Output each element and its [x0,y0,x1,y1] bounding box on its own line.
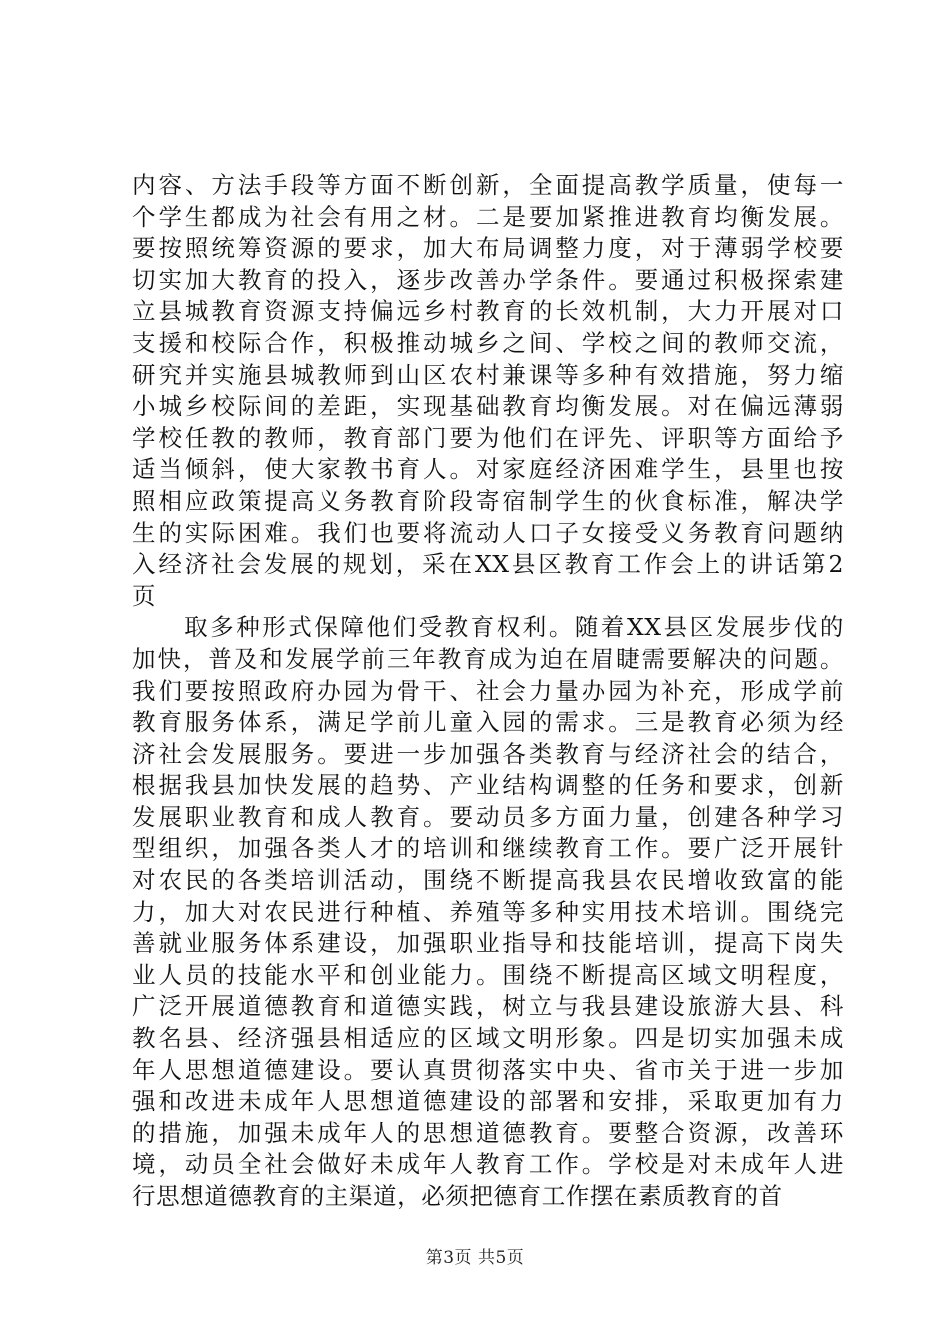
text-line: 支援和校际合作，积极推动城乡之间、学校之间的教师交流， [132,328,844,357]
text-line: 境，动员全社会做好未成年人教育工作。学校是对未成年人进 [132,1150,844,1179]
text-line: 教名县、经济强县相适应的区域文明形象。四是切实加强未成 [132,1024,844,1053]
text-line: 生的实际困难。我们也要将流动人口子女接受义务教育问题纳 [132,518,844,547]
text-line: 适当倾斜，使大家教书育人。对家庭经济困难学生，县里也按 [132,455,844,484]
text-line: 页 [132,581,157,610]
page-footer: 第3页 共5页 [425,1248,525,1268]
text-line: 发展职业教育和成人教育。要动员多方面力量，创建各种学习 [132,802,844,831]
text-line: 济社会发展服务。要进一步加强各类教育与经济社会的结合， [132,739,844,768]
text-line: 业人员的技能水平和创业能力。围绕不断提高区域文明程度， [132,960,844,989]
text-line: 内容、方法手段等方面不断创新，全面提高教学质量，使每一 [132,171,844,199]
text-line: 小城乡校际间的差距，实现基础教育均衡发展。对在偏远薄弱 [132,392,844,421]
paragraph [132,612,844,1212]
text-line: 年人思想道德建设。要认真贯彻落实中央、省市关于进一步加 [132,1055,844,1084]
text-line: 照相应政策提高义务教育阶段寄宿制学生的伙食标准，解决学 [132,486,844,515]
text-line: 的措施，加强未成年人的思想道德教育。要整合资源，改善环 [132,1118,844,1147]
text-line: 善就业服务体系建设，加强职业指导和技能培训，提高下岗失 [132,929,844,958]
text-line: 强和改进未成年人思想道德建设的部署和安排，采取更加有力 [132,1087,844,1116]
text-line: 学校任教的教师，教育部门要为他们在评先、评职等方面给予 [132,423,844,452]
text-line: 行思想道德教育的主渠道，必须把德育工作摆在素质教育的首 [132,1182,783,1210]
text-line: 我们要按照政府办园为骨干、社会力量办园为补充，形成学前 [132,676,844,705]
text-line: 根据我县加快发展的趋势、产业结构调整的任务和要求，创新 [132,771,844,800]
text-line: 研究并实施县城教师到山区农村兼课等多种有效措施，努力缩 [132,360,844,389]
text-line: 要按照统筹资源的要求，加大布局调整力度，对于薄弱学校要 [132,234,844,263]
text-line: 对农民的各类培训活动，围绕不断提高我县农民增收致富的能 [132,866,844,895]
text-line: 取多种形式保障他们受教育权利。随着XX县区发展步伐的 [132,613,844,642]
text-line: 加快，普及和发展学前三年教育成为迫在眉睫需要解决的问题。 [132,644,844,673]
text-line: 立县城教育资源支持偏远乡村教育的长效机制，大力开展对口 [132,297,844,326]
text-line: 个学生都成为社会有用之材。二是要加紧推进教育均衡发展。 [132,202,844,231]
text-line: 切实加大教育的投入，逐步改善办学条件。要通过积极探索建 [132,265,844,294]
paragraph [132,170,844,612]
text-line: 广泛开展道德教育和道德实践，树立与我县建设旅游大县、科 [132,992,844,1021]
text-line: 入经济社会发展的规划，采在XX县区教育工作会上的讲话第2 [132,550,844,579]
text-line: 教育服务体系，满足学前儿童入园的需求。三是教育必须为经 [132,708,844,737]
document-body [132,170,844,1213]
text-line: 型组织，加强各类人才的培训和继续教育工作。要广泛开展针 [132,834,844,863]
text-line: 力，加大对农民进行种植、养殖等多种实用技术培训。围绕完 [132,897,844,926]
